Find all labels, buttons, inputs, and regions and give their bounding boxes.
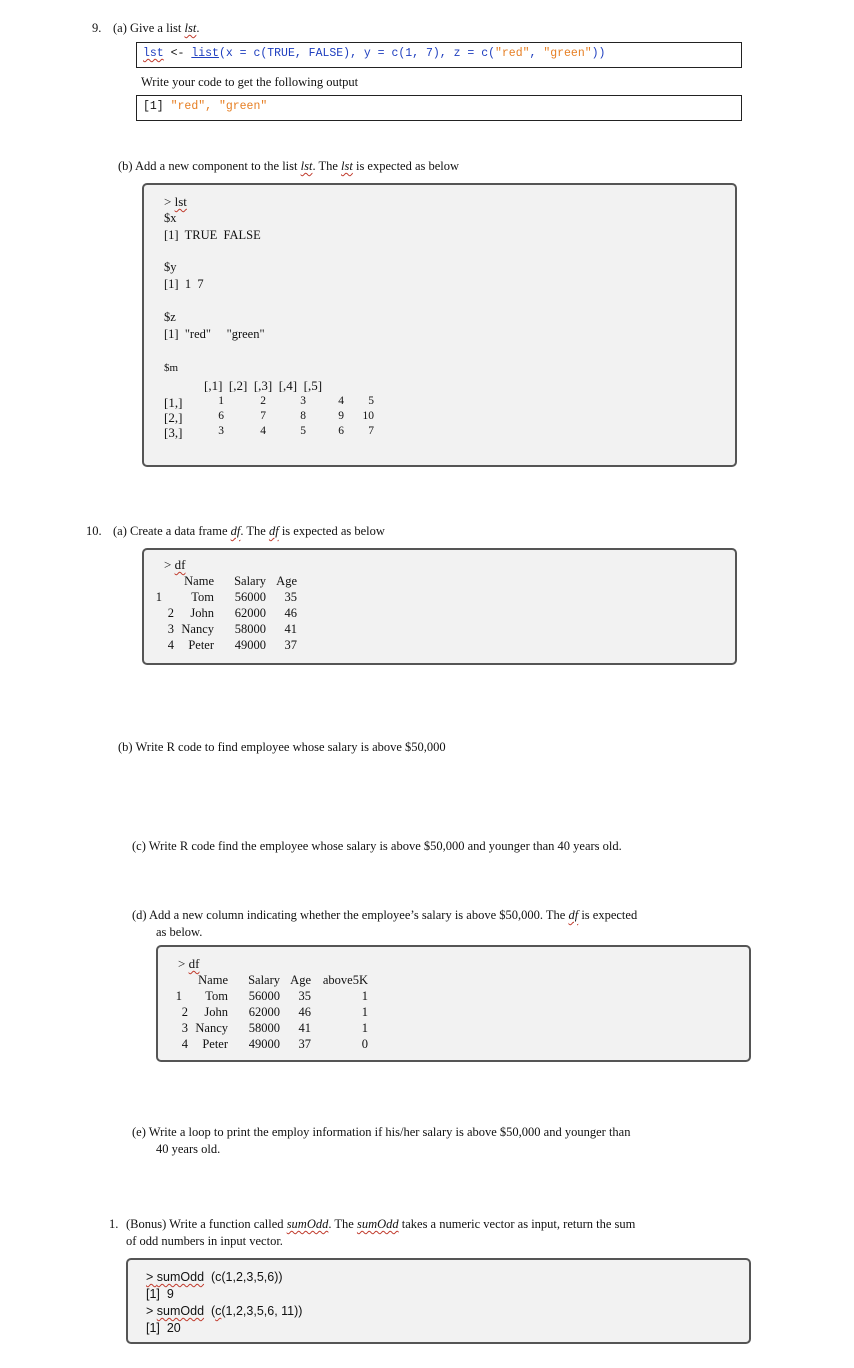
q9b-text3: is expected as below <box>352 159 460 173</box>
output-sep: , <box>205 100 219 113</box>
q10a-prompt <box>113 524 385 539</box>
q9a-prompt <box>113 21 199 36</box>
q9a-code-box <box>136 42 742 68</box>
q10a-var1: df <box>230 524 241 538</box>
q9b-label: (b) <box>118 159 133 173</box>
bonus-line2: > sumOdd (c(1,2,3,5,6, 11)) <box>146 1304 303 1318</box>
q10a-text2: . The <box>240 524 269 538</box>
q10-number: 10. <box>86 524 102 538</box>
table-row: 2 John 62000 46 1 <box>181 1005 368 1019</box>
bonus-number: 1. <box>109 1217 119 1231</box>
q9b-matrix-row: [2,] 6 7 8 9 10 <box>164 410 374 425</box>
q9b-matrix-row: [3,] 3 4 5 6 7 <box>164 425 374 440</box>
q10d-console-prompt: > df <box>178 956 200 971</box>
bonus-output-box <box>126 1258 751 1344</box>
q9b-text1: Add a new component to the list <box>135 159 301 173</box>
q9b-y-name: $y <box>164 260 177 274</box>
q9-number: 9. <box>92 21 102 35</box>
bonus-prompt: (Bonus) Write a function called sumOdd. The sumOdd takes a numeric vector as input, return the sum <box>126 1217 636 1231</box>
q9a-text-end: . <box>196 21 200 35</box>
code-p7: )) <box>591 47 606 60</box>
q9b-z-name: $z <box>164 310 176 324</box>
code-assign: <- <box>163 47 192 60</box>
output-green: "green" <box>218 100 268 113</box>
q10c-prompt: (c) Write R code find the employee whose salary is above $50,000 and younger than 40 years old. <box>132 839 622 853</box>
q9b-prompt <box>118 159 459 174</box>
q10d-header-row: Name Salary Age above5K <box>198 973 368 987</box>
table-row: 3 Nancy 58000 41 1 <box>181 1021 368 1035</box>
table-row: 3 Nancy 58000 41 <box>167 622 297 636</box>
code-p5: c(TRUE, FALSE), y = c(1, 7), z = c( <box>253 47 495 60</box>
q9a-text: Give a list <box>130 21 185 35</box>
output-red: "red" <box>170 100 206 113</box>
q10a-text3: is expected as below <box>278 524 385 538</box>
table-row: 4 Peter 49000 37 <box>167 638 297 652</box>
q10d-prompt: (d) Add a new column indicating whether the employee’s salary is above $50,000. The df is expected <box>132 908 638 922</box>
bonus-out1: [1] 9 <box>146 1287 174 1301</box>
code-p6: , <box>529 47 544 60</box>
table-row: 4 Peter 49000 37 0 <box>181 1037 368 1051</box>
q9b-m-name: $m <box>164 362 179 374</box>
q9b-console-prompt: > lst <box>164 194 187 209</box>
q9b-matrix-row: [1,] 1 2 3 4 5 <box>164 395 374 410</box>
code-green: "green" <box>543 47 592 60</box>
q9b-m-header: [,1] [,2] [,3] [,4] [,5] <box>204 378 323 393</box>
q10e-prompt-cont: 40 years old. <box>156 1142 221 1156</box>
output-prefix: [1] <box>143 100 171 113</box>
q9a-var: lst <box>184 21 197 35</box>
q10a-text1: Create a data frame <box>130 524 231 538</box>
code-p4: (x = <box>218 47 254 60</box>
q10a-var2: df <box>268 524 279 538</box>
q10e-prompt: (e) Write a loop to print the employ information if his/her salary is above $50,000 and younger than <box>132 1125 631 1139</box>
q10a-console-prompt: > df <box>164 557 186 572</box>
q10a-output-box <box>142 548 737 665</box>
q9b-output-box <box>142 183 737 467</box>
q9b-x-val: [1] TRUE FALSE <box>164 228 261 242</box>
q10d-output-box <box>156 945 751 1062</box>
q10a-label: (a) <box>113 524 127 538</box>
q9a-label: (a) <box>113 21 127 35</box>
q9b-text2: . The <box>312 159 342 173</box>
q9b-var1: lst <box>300 159 313 173</box>
q9b-var2: lst <box>341 159 353 173</box>
bonus-prompt-cont: of odd numbers in input vector. <box>126 1234 283 1248</box>
table-row: 1 Tom 56000 35 1 <box>175 989 368 1003</box>
q9b-console-var: lst <box>174 194 187 209</box>
q9a-instruction: Write your code to get the following output <box>141 75 359 89</box>
q9b-y-val: [1] 1 7 <box>164 277 204 291</box>
table-row: 2 John 62000 46 <box>167 606 297 620</box>
code-lst: lst <box>143 47 164 60</box>
q9b-z-val: [1] "red" "green" <box>164 327 265 341</box>
q10d-prompt-cont: as below. <box>156 925 203 939</box>
q10a-header-row: Name Salary Age <box>184 574 297 588</box>
bonus-line1: > sumOdd (c(1,2,3,5,6)) <box>146 1270 283 1284</box>
code-list-fn: list <box>191 47 219 60</box>
table-row: 1 Tom 56000 35 <box>155 590 297 604</box>
q10b-prompt: (b) Write R code to find employee whose salary is above $50,000 <box>118 740 446 754</box>
q9b-x-name: $x <box>164 211 177 225</box>
q9a-output-box <box>136 95 742 121</box>
code-red: "red" <box>495 47 530 60</box>
bonus-out2: [1] 20 <box>146 1321 181 1335</box>
